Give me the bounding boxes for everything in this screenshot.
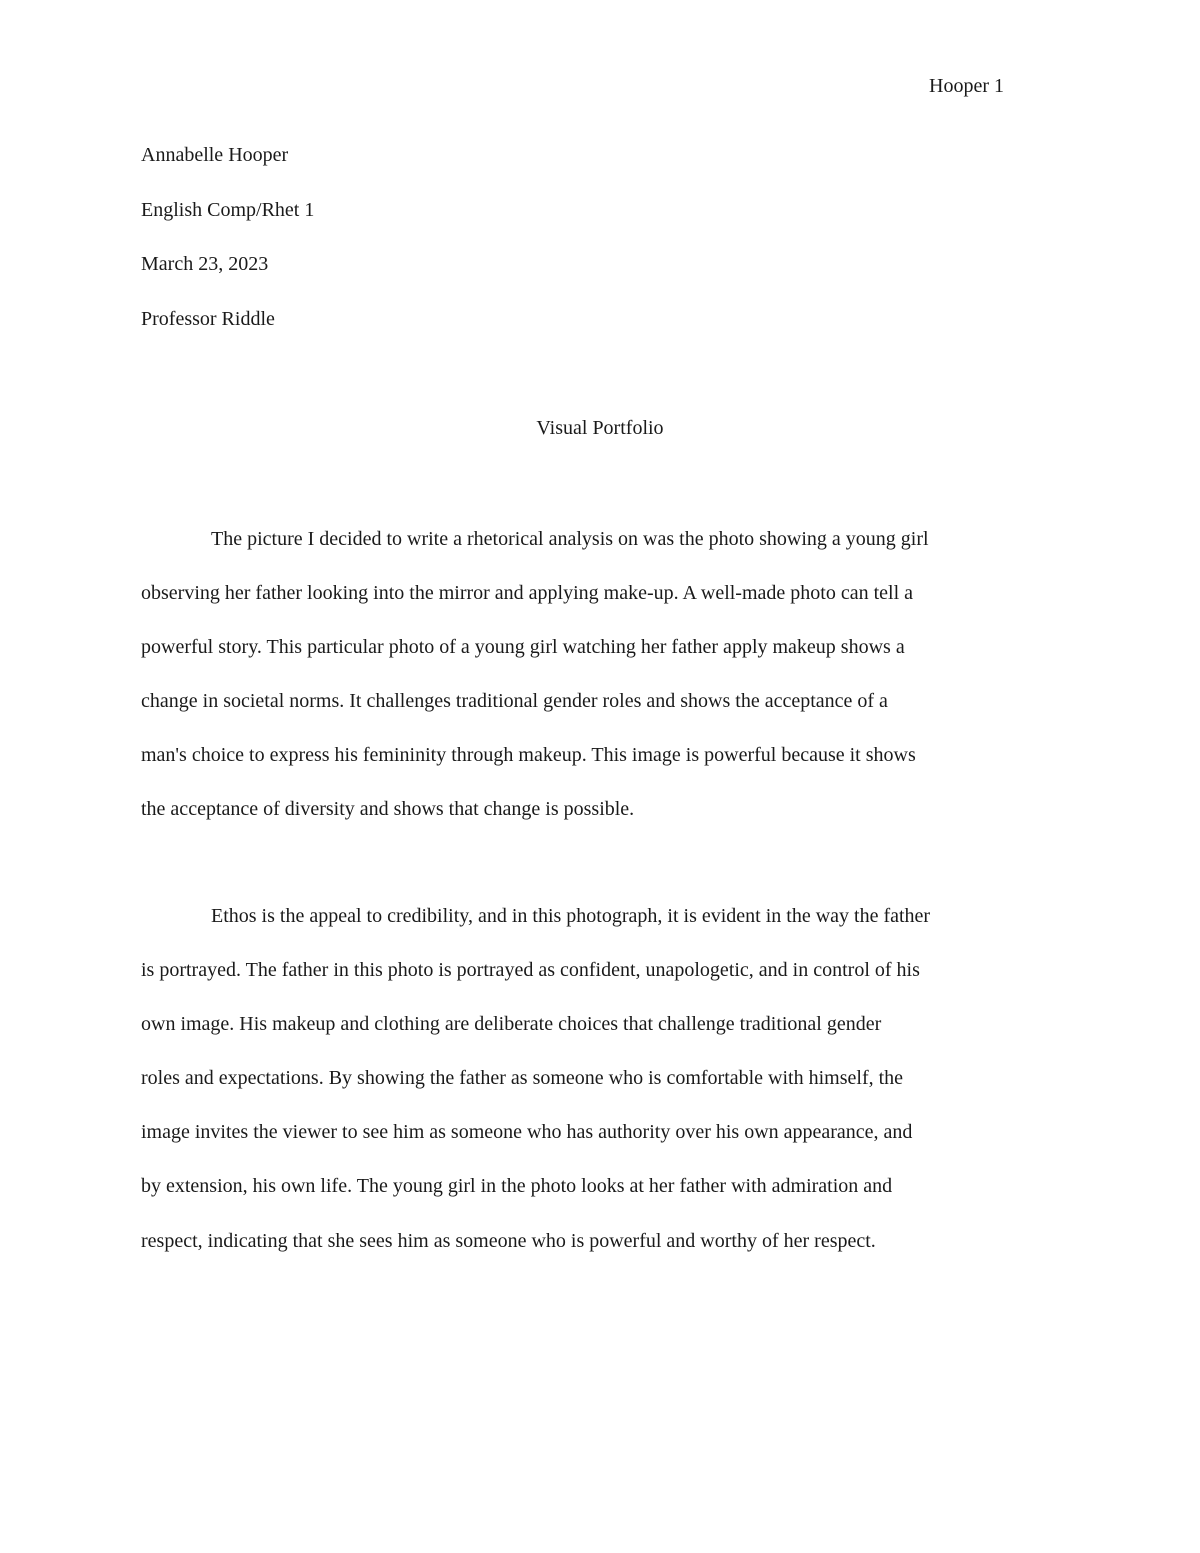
paragraph-line: own image. His makeup and clothing are deliberate choices that challenge traditional gender xyxy=(141,1013,882,1036)
paragraph-line: roles and expectations. By showing the father as someone who is comfortable with himself, the xyxy=(141,1067,904,1090)
paragraph-line: Ethos is the appeal to credibility, and in this photograph, it is evident in the way the father xyxy=(211,905,931,927)
course-name: English Comp/Rhet 1 xyxy=(141,198,315,221)
paragraph-line: the acceptance of diversity and shows that change is possible. xyxy=(141,798,635,821)
paragraph-line: image invites the viewer to see him as someone who has authority over his own appearance, and xyxy=(141,1121,913,1144)
paragraph-line: The picture I decided to write a rhetorical analysis on was the photo showing a young girl xyxy=(211,528,929,550)
body-paragraph-1 xyxy=(141,512,1061,837)
paragraph-line: man's choice to express his femininity through makeup. This image is powerful because it shows xyxy=(141,744,916,767)
running-head: Hooper 1 xyxy=(929,75,1004,97)
submission-date: March 23, 2023 xyxy=(141,253,269,275)
paragraph-line: by extension, his own life. The young girl in the photo looks at her father with admiration and xyxy=(141,1175,893,1198)
author-name: Annabelle Hooper xyxy=(141,144,289,166)
heading-block xyxy=(141,142,1041,360)
instructor-name: Professor Riddle xyxy=(141,307,275,330)
paragraph-line: powerful story. This particular photo of a young girl watching her father apply makeup shows a xyxy=(141,636,905,659)
paragraph-line: respect, indicating that she sees him as someone who is powerful and worthy of her respect. xyxy=(141,1229,876,1252)
document-title: Visual Portfolio xyxy=(536,417,664,439)
paragraph-line: change in societal norms. It challenges traditional gender roles and shows the acceptance of a xyxy=(141,690,888,713)
body-paragraph-2 xyxy=(141,889,1061,1268)
paragraph-line: is portrayed. The father in this photo is portrayed as confident, unapologetic, and in control of his xyxy=(141,959,920,982)
paragraph-line: observing her father looking into the mirror and applying make-up. A well-made photo can tell a xyxy=(141,582,914,605)
